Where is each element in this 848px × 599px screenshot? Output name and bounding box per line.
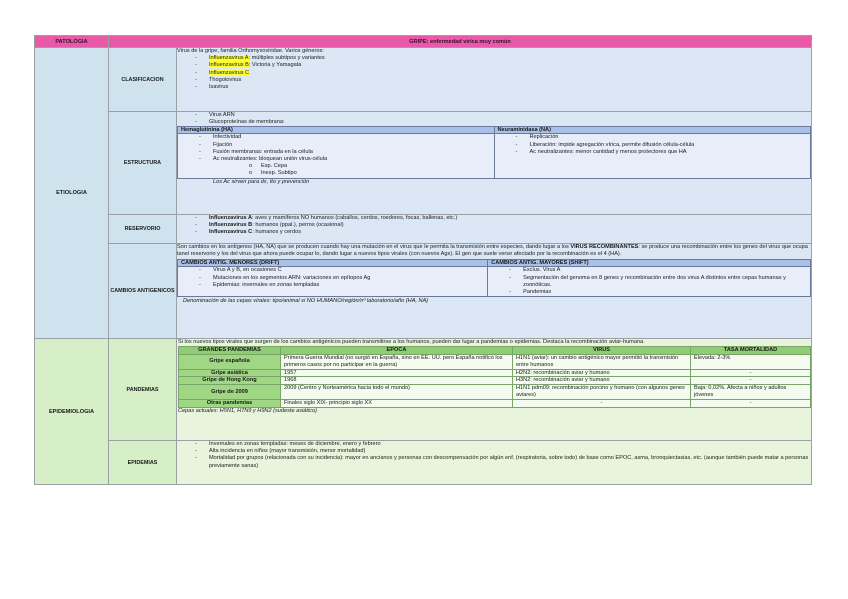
reservorio-virus: Influenzavirus A (209, 215, 252, 221)
reservorio-virus: Influenzavirus B (209, 222, 253, 229)
clasificacion-item: - Isavirus (195, 84, 229, 91)
clasificacion-item: - Influenzavirus C (195, 69, 250, 76)
na-header: Neuraminidasa (NA) (494, 127, 811, 134)
cambios-table (177, 259, 811, 297)
pandemic-virus: H1N1 (aviar): un cambio antigénico mayor permitió la transmisión entre humanos (513, 355, 691, 370)
drift-item: Epidemias: invernales en zonas templadas (213, 281, 320, 288)
shift-item: Pandemias (523, 289, 552, 296)
sheet (34, 35, 811, 485)
epidemias-item: Invernales en zonas templadas: meses de diciembre, enero y febrero (209, 441, 381, 447)
pandemic-name: Gripe de Hong Kong (179, 377, 281, 385)
estructura-row (35, 112, 812, 215)
pandemic-name: Gripe española (179, 355, 281, 370)
epidemias-item: Mortalidad por grupos (relacionada con su incidencia): mayor en ancianos y personas con descompensación por algún enf. (respiratoria, sobre todo) de base como EPOC, asma, bronquiectasias, etc. (aunque también puede matar a personas previamente sanas) (209, 455, 809, 469)
cambios-note: Denominación de las cepas virales: tipo/animal si NO HUMANO/región/nº laboratorio/año (HA, NA) (183, 298, 429, 305)
shift-item: Segmentación del genoma en 8 genes y recombinación entre dos virus A distintos entre cepas humanas y zoonóticas. (523, 274, 786, 288)
na-item: Ac neutralizantes: menor cantidad y menos protectores que HA (529, 148, 687, 155)
drift-header: CAMBIOS ANTIG. MENORES (DRIFT) (178, 260, 488, 267)
table-row (179, 369, 811, 377)
table-row (179, 377, 811, 385)
clasificacion-row (35, 48, 812, 112)
pandemic-epoca: Finales siglo XIX- principio siglo XX (281, 399, 513, 407)
clasificacion-item: - Influenzavirus A: múltiples subtipos y variantes (195, 55, 325, 62)
estructura-note: Los Ac sirven para dx, tto y prevención (213, 178, 310, 185)
clasificacion-label: CLASIFICACION (109, 48, 177, 112)
etiologia-label: ETIOLOGIA (35, 48, 109, 339)
drift-item: Mutaciones en los segmentos ARN: variaciones en epítopos Ag (213, 274, 371, 281)
cambios-description: Son cambios en los antígenos (HA, NA) que se producen cuando hay una mutación en el virus que le permita la transmisión entre especies, dando lugar a los VIRUS RECOMBINANTES: se produce una recombinación entre los genes del virus que ocupa tanel reservorio y los del virus que ahora puede ocupar lo, dando lugar a nuevos tipos virales (con nuevos Ags). El gen que suele verse afectado por la recombinación es el 4 (HA). (177, 244, 808, 258)
epidemias-row (35, 441, 812, 485)
drift-item: Virus A y B, en ocasiones C (213, 267, 282, 274)
column-header: GRANDES PANDEMIAS (179, 347, 281, 355)
pandemic-tasa: - (691, 369, 811, 377)
pandemic-tasa: Baja: 0,02%. Afecta a niños y adultos jóvenes (691, 385, 811, 400)
pandemic-virus: H2N2: recombinación aviar y humano (513, 369, 691, 377)
reservorio-row (35, 215, 812, 244)
pandemias-row (35, 339, 812, 441)
pandemias-content (177, 339, 812, 441)
reservorio-virus: Influenzavirus C (209, 229, 253, 236)
header-row (35, 36, 812, 48)
estructura-content: - Virus ARN - Glucoproteínas de membrana: Hemaglutinina (HA) Neuraminidasa (NA) - Infectividad - Fijación - Fusión membranas: entrada en la célula - Ac neutralizantes: bloquean unión virus-célula o Esp. Cepa o Inesp. Subtipo - Replicación - Liberación: impide agregación vírica, permite difusión célula-célula - Ac neutralizantes: menor cantidad y menos protectores que HA Los Ac sirven para dx, tto y prevención (177, 112, 812, 215)
pandemic-name: Otras pandemias (179, 399, 281, 407)
epidemiologia-label: EPIDEMIOLOGIA (35, 339, 109, 485)
estructura-item: Virus ARN (209, 112, 235, 118)
pandemic-epoca: 1968 (281, 377, 513, 385)
ha-subitem: Inesp. Subtipo (261, 170, 297, 177)
na-item: Liberación: impide agregación vírica, permite difusión célula-célula (529, 141, 695, 148)
epidemias-content: - Invernales en zonas templadas: meses de diciembre, enero y febrero - Alta incidencia en niños (mayor transmisión, menor mortalidad) - Mortalidad por grupos (relacionada con su incidencia): mayor en ancianos y personas con descompensación por algún enf. (respiratoria, sobre todo) de base como EPOC, asma, bronquiectasias, etc. (aunque también puede matar a personas previamente sanas) (177, 441, 812, 485)
shift-item: Exclus. Virus A (523, 267, 561, 274)
column-header: VIRUS (513, 347, 691, 355)
shift-cell: - Exclus. Virus A - Segmentación del genoma en 8 genes y recombinación entre dos virus A distintos entre cepas humanas y zoonóticas. - Pandemias (488, 267, 811, 297)
pandemic-tasa: - (691, 377, 811, 385)
pandemias-note: Cepas actuales: H5N1, H7N9 y H9N2 (sudeste asiático) (178, 407, 317, 414)
pandemic-name: Gripe de 2009 (179, 385, 281, 400)
epidemias-label: EPIDEMIAS (109, 441, 177, 485)
pandemic-name: Gripe asiática (179, 369, 281, 377)
cambios-label: CAMBIOS ANTIGENICOS (109, 244, 177, 339)
table-row (179, 355, 811, 370)
pandemic-virus: H1N1 pdm09: recombinación porcino y humano (con algunos genes aviares) (513, 385, 691, 400)
ha-cell: - Infectividad - Fijación - Fusión membranas: entrada en la célula - Ac neutralizantes: bloquean unión virus-célula o Esp. Cepa o Inesp. Subtipo (178, 134, 495, 178)
epidemias-item: Alta incidencia en niños (mayor transmisión, menor mortalidad) (209, 448, 366, 455)
estructura-label: ESTRUCTURA (109, 112, 177, 215)
disease-title: GRIPE: enfermedad vírica muy común (109, 36, 812, 48)
pandemic-epoca: 1957 (281, 369, 513, 377)
ha-item: Ac neutralizantes: bloquean unión virus-célula (213, 156, 328, 163)
reservorio-text: : aves y mamíferos NO humanos (caballos, cerdos, roedores, focas, ballenas, etc.) (252, 215, 458, 221)
pandemic-tasa: - (691, 399, 811, 407)
na-cell: - Replicación - Liberación: impide agregación vírica, permite difusión célula-célula - Ac neutralizantes: menor cantidad y menos protectores que HA (494, 134, 811, 178)
pandemias-table (178, 346, 811, 407)
pandemic-virus: H3N2: recombinación aviar y humano (513, 377, 691, 385)
reservorio-label: RESERVORIO (109, 215, 177, 244)
estructura-item: Glucoproteínas de membrana: (209, 119, 285, 126)
pandemic-epoca: 2009 (Centro y Norteamérica hacia todo el mundo) (281, 385, 513, 400)
clasificacion-content (177, 48, 812, 112)
cambios-content (177, 244, 812, 339)
pandemias-header-row (179, 347, 811, 355)
shift-header: CAMBIOS ANTIG. MAYORES (SHIFT) (488, 260, 811, 267)
pandemic-tasa: Elevada: 2-3% (691, 355, 811, 370)
ha-item: Fusión membranas: entrada en la célula (213, 148, 313, 155)
reservorio-text: : humanos (ppal.), perros (ocasional) (252, 222, 344, 229)
clasificacion-intro: Virus de la gripe, familia Orthomyxoviridae. Varios géneros: (177, 48, 324, 54)
drift-cell: - Virus A y B, en ocasiones C - Mutaciones en los segmentos ARN: variaciones en epítopos Ag - Epidemias: invernales en zonas templadas (178, 267, 488, 297)
pandemias-intro: Si los nuevos tipos virales que surgen de los cambios antigénicos pueden transmitirse a los humanos, pueden dar lugar a pandemias o epidemias. Destaca la recombinación aviar-humana. (178, 339, 645, 345)
pandemias-label: PANDEMIAS (109, 339, 177, 441)
reservorio-text: : humanos y cerdos (252, 229, 302, 236)
table-row (179, 385, 811, 400)
table-row (179, 399, 811, 407)
pandemic-epoca: Primera Guerra Mundial (no surgió en España, sino en EE. UU. pero España notificó los primeros casos por no participar en la guerra) (281, 355, 513, 370)
cambios-row (35, 244, 812, 339)
ha-item: Fijación (213, 141, 233, 148)
ha-subitem: Esp. Cepa (261, 163, 288, 170)
pandemic-virus: - (513, 399, 691, 407)
ha-item: Infectividad (213, 134, 242, 141)
clasificacion-item: - Influenzavirus B: Victoria y Yamagata (195, 62, 302, 69)
clasificacion-item: - Thogotovirus (195, 76, 242, 83)
column-header: TASA MORTALIDAD (691, 347, 811, 355)
main-table (34, 35, 812, 485)
na-item: Replicación (529, 134, 559, 141)
ha-header: Hemaglutinina (HA) (178, 127, 495, 134)
column-header: EPOCA (281, 347, 513, 355)
reservorio-content: - Influenzavirus A: aves y mamíferos NO humanos (caballos, cerdos, roedores, focas, ballenas, etc.) - Influenzavirus B: humanos (ppal.), perros (ocasional) - Influenzavirus C: humanos y cerdos (177, 215, 812, 244)
patologia-header: PATOLOGIA (35, 36, 109, 48)
glycoprotein-table (177, 126, 811, 178)
